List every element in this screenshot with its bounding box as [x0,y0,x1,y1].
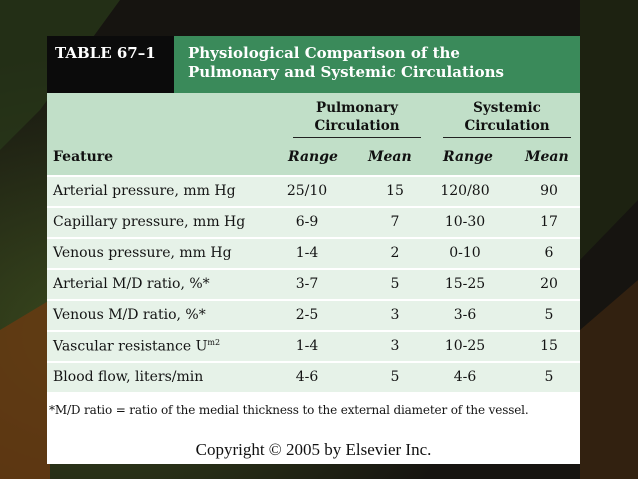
systemic-mean-cell: 5 [544,369,554,385]
feature-cell: Venous pressure, mm Hg [53,245,232,261]
systemic-mean-cell: 5 [544,307,554,323]
systemic-mean-cell: 17 [540,214,558,230]
pulmonary-range-cell: 3-7 [295,276,319,292]
systemic-range-cell: 10-25 [444,338,486,354]
systemic-mean-cell: 6 [544,245,554,261]
systemic-range-cell: 3-6 [453,307,477,323]
copyright: Copyright © 2005 by Elsevier Inc. [195,440,432,459]
pulmonary-mean-cell: 3 [390,307,400,323]
systemic-mean-cell: 15 [540,338,558,354]
table-title-line2: Pulmonary and Systemic Circulations [188,63,504,81]
table-row [47,177,580,206]
systemic-mean-header: Mean [525,149,569,165]
table-row [47,239,580,268]
systemic-range-cell: 120/80 [440,183,490,199]
pulmonary-range-cell: 4-6 [295,369,319,385]
feature-cell: Vascular resistance $U^{m2}$ [53,338,221,355]
pulmonary-group-header: Pulmonary Circulation [287,99,427,135]
feature-cell: Arterial pressure, mm Hg [53,183,236,199]
table-row [47,363,580,392]
pulmonary-mean-cell: 15 [386,183,404,199]
pulmonary-range-cell: 25/10 [286,183,328,199]
systemic-range-cell: 4-6 [453,369,477,385]
pulmonary-mean-cell: 5 [390,369,400,385]
table-slide [47,36,580,464]
systemic-mean-cell: 20 [540,276,558,292]
table-row [47,301,580,330]
table-row [47,332,580,361]
systemic-range-cell: 0-10 [449,245,481,261]
table-title [188,44,504,82]
feature-cell: Venous M/D ratio, %* [53,307,206,323]
pulmonary-mean-cell: 7 [390,214,400,230]
table-row [47,270,580,299]
feature-cell: Blood flow, liters/min [53,369,204,385]
superscript: m2 [207,338,221,347]
table-title-line1: Physiological Comparison of the [188,44,460,62]
pulmonary-range-cell: 6-9 [295,214,319,230]
pulmonary-mean-cell: 2 [390,245,400,261]
table-header [47,36,580,93]
table-row [47,208,580,237]
pulmonary-range-cell: 1-4 [295,338,319,354]
pulmonary-mean-cell: 3 [390,338,400,354]
systemic-range-header: Range [443,149,493,165]
systemic-range-cell: 10-30 [444,214,486,230]
pulmonary-range-cell: 2-5 [295,307,319,323]
pulmonary-underline [293,137,421,139]
pulmonary-range-header: Range [288,149,338,165]
feature-cell: Arterial M/D ratio, %* [53,276,210,292]
feature-cell: Capillary pressure, mm Hg [53,214,246,230]
feature-column-header: Feature [53,149,114,165]
footnote: *M/D ratio = ratio of the medial thickness to the external diameter of the vessel. [49,403,529,417]
pulmonary-mean-cell: 5 [390,276,400,292]
pulmonary-mean-header: Mean [368,149,412,165]
pulmonary-range-cell: 1-4 [295,245,319,261]
systemic-range-cell: 15-25 [444,276,486,292]
systemic-underline [443,137,571,139]
table-label: TABLE 67–1 [47,36,174,93]
systemic-group-header: Systemic Circulation [437,99,577,135]
systemic-mean-cell: 90 [540,183,558,199]
